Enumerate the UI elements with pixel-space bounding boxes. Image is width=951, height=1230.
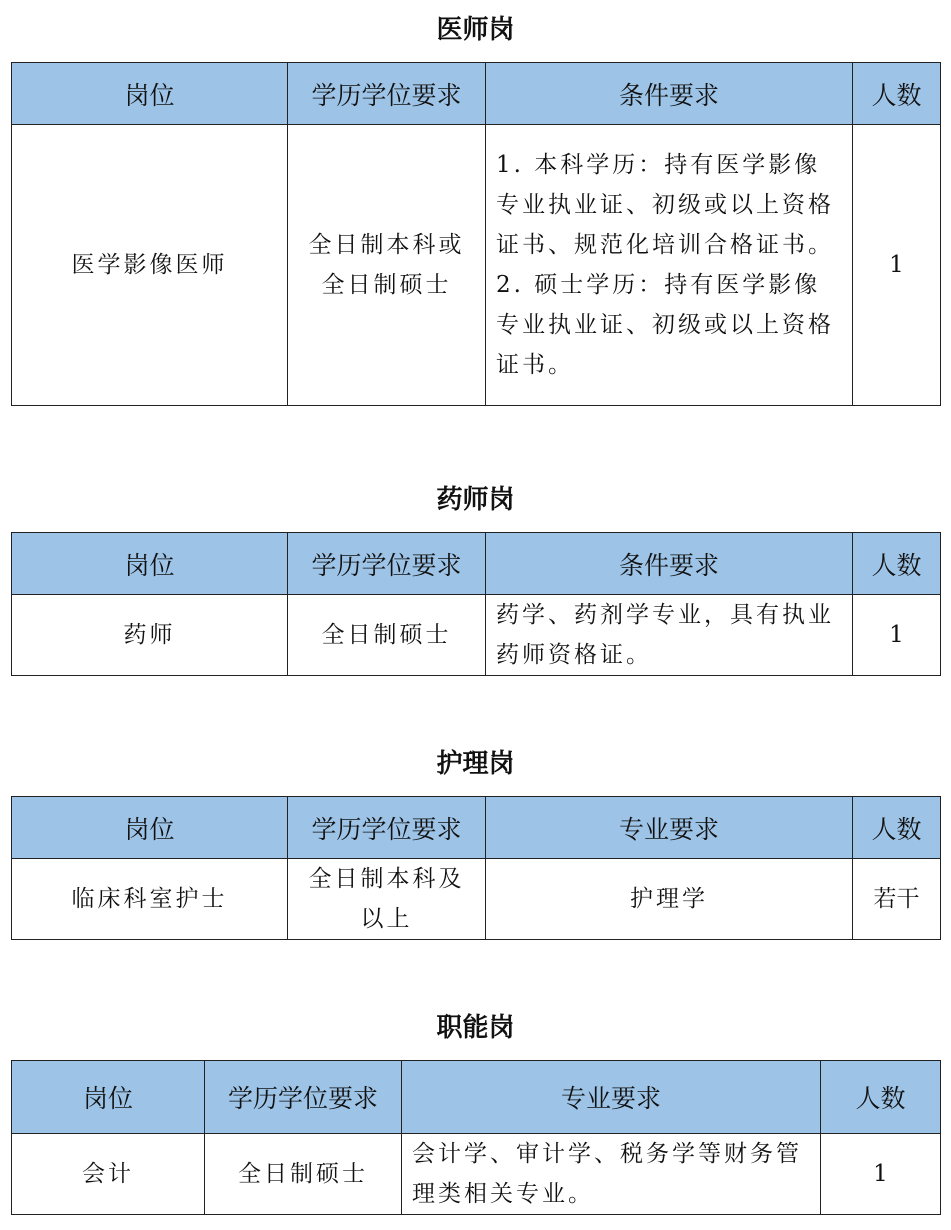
header-count: 人数 xyxy=(853,533,941,595)
table-row xyxy=(12,1134,941,1215)
cell-count: 1 xyxy=(853,125,941,406)
requirement-item: 1. 本科学历：持有医学影像专业执业证、初级或以上资格证书、规范化培训合格证书。 xyxy=(496,152,834,258)
header-education: 学历学位要求 xyxy=(288,797,486,859)
table-header-row xyxy=(12,1061,941,1134)
header-major: 专业要求 xyxy=(402,1061,821,1134)
cell-count: 1 xyxy=(821,1134,941,1215)
header-position: 岗位 xyxy=(12,533,288,595)
table-row xyxy=(12,125,941,406)
table-header-row xyxy=(12,797,941,859)
administrative-table xyxy=(11,1060,941,1215)
requirement-item: 2. 硕士学历：持有医学影像专业执业证、初级或以上资格证书。 xyxy=(496,272,834,378)
cell-position: 临床科室护士 xyxy=(12,859,288,940)
header-count: 人数 xyxy=(853,63,941,125)
header-major: 专业要求 xyxy=(486,797,853,859)
header-position: 岗位 xyxy=(12,1061,205,1134)
cell-major: 护理学 xyxy=(486,859,853,940)
section-title-nursing: 护理岗 xyxy=(436,749,515,779)
nursing-table xyxy=(11,796,941,940)
cell-count: 1 xyxy=(853,595,941,676)
section-title-administrative: 职能岗 xyxy=(436,1013,515,1043)
table-header-row xyxy=(12,63,941,125)
cell-major xyxy=(402,1134,821,1215)
header-count: 人数 xyxy=(853,797,941,859)
cell-education: 全日制硕士 xyxy=(205,1134,402,1215)
header-education: 学历学位要求 xyxy=(205,1061,402,1134)
requirement-item: 药学、药剂学专业，具有执业药师资格证。 xyxy=(496,602,834,668)
header-position: 岗位 xyxy=(12,63,288,125)
cell-position: 医学影像医师 xyxy=(12,125,288,406)
cell-requirements xyxy=(486,595,853,676)
table-row xyxy=(12,859,941,940)
cell-education: 全日制本科或全日制硕士 xyxy=(288,125,486,406)
requirement-item: 会计学、审计学、税务学等财务管理类相关专业。 xyxy=(412,1141,802,1207)
physician-table xyxy=(11,62,941,406)
pharmacist-table xyxy=(11,532,941,676)
header-count: 人数 xyxy=(821,1061,941,1134)
header-requirements: 条件要求 xyxy=(486,533,853,595)
header-education: 学历学位要求 xyxy=(288,63,486,125)
cell-position: 会计 xyxy=(12,1134,205,1215)
cell-education: 全日制硕士 xyxy=(288,595,486,676)
header-education: 学历学位要求 xyxy=(288,533,486,595)
table-row xyxy=(12,595,941,676)
cell-position: 药师 xyxy=(12,595,288,676)
section-title-physician: 医师岗 xyxy=(436,15,515,45)
header-requirements: 条件要求 xyxy=(486,63,853,125)
section-title-pharmacist: 药师岗 xyxy=(436,485,515,515)
header-position: 岗位 xyxy=(12,797,288,859)
cell-education: 全日制本科及以上 xyxy=(288,859,486,940)
table-header-row xyxy=(12,533,941,595)
cell-count: 若干 xyxy=(853,859,941,940)
cell-requirements xyxy=(486,125,853,406)
